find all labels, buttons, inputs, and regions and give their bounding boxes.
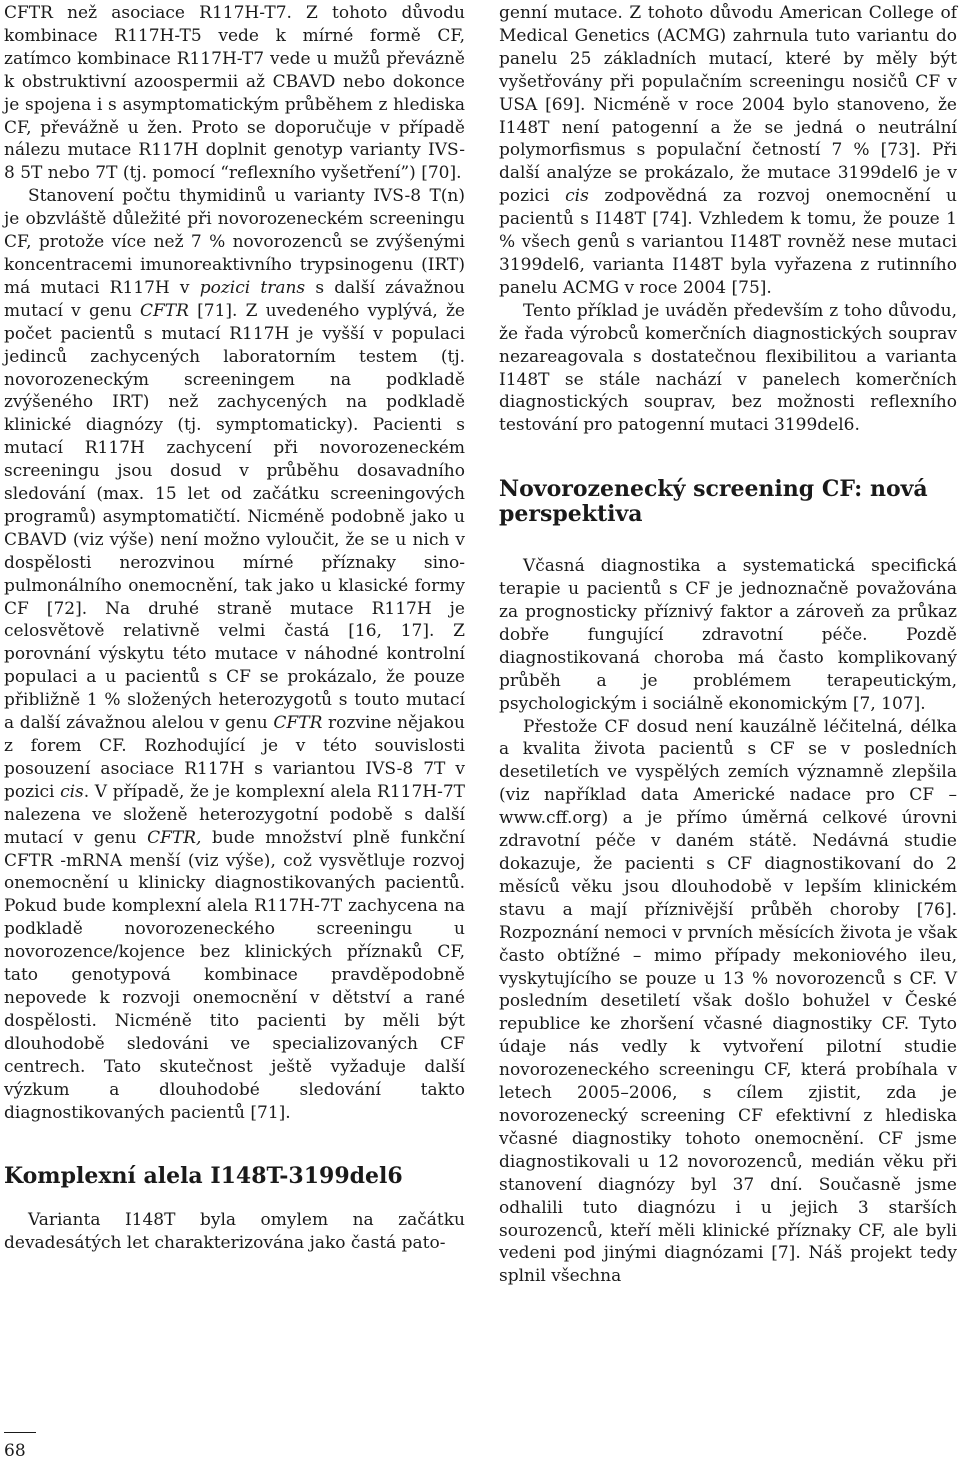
- text-run: [71]. Z uvedeného vyplývá, že počet pacientů s mutací R117H je vyšší v populaci jedinců zachycených laboratorním testem (tj. novorozeneckým screeningem na podkladě zvýšeného IRT) než zachycených na podkladě klinické diagnózy (tj. symptomaticky). Pacienti s mutací R117H zachycení při novorozeneckém screeningu jsou dosud v průběhu dosavadního sledování (max. 15 let od začátku screeningových programů) asymptomatičtí. Nicméně podobně jako u CBAVD (viz výše) není možno vyloučit, že se u nich v dospělosti nerozvinou mírné příznaky sino-pulmonálního onemocnění, tak jako u klasické formy CF [72]. Na druhé straně mutace R117H je celosvětově relativně velmi častá [16, 17]. Z porovnání výskytu této mutace v náhodné kontrolní populaci a u pacientů s CF se prokázalo, že pouze přibližně 1 % složených heterozygotů s touto mutací a další závažnou alelou v genu: [4, 300, 465, 734]
- left-column: [4, 2, 465, 1255]
- italic-text: CFTR: [273, 713, 323, 734]
- paragraph: Varianta I148T byla omylem na začátku devadesátých let charakterizována jako častá pato-: [4, 1210, 465, 1254]
- page-number: 68: [4, 1441, 26, 1461]
- text-run: . V případě, že je komplexní alela R117H-7T nalezena ve složeně heterozygotní podobě s další mutací v genu: [4, 781, 465, 848]
- italic-text: cis: [565, 186, 589, 207]
- paragraph: Tento příklad je uváděn především z toho důvodu, že řada výrobců komerčních diagnostických souprav nezareagovala s dostatečnou flexibilitou a varianta I148T se stále nachází v panelech komerčních diagnostických souprav, bez možnosti reflexního testování pro patogenní mutaci 3199del6.: [499, 300, 957, 436]
- italic-text: pozici trans: [199, 277, 306, 298]
- text-run: zodpovědná za rozvoj onemocnění u pacientů s I148T [74]. Vzhledem k tomu, že pouze 1 % všech genů s variantou I148T rovněž nese mutaci 3199del6, varianta I148T byla vyřazena z rutinního panelu ACMG v roce 2004 [75].: [499, 186, 958, 298]
- paragraph: Včasná diagnostika a systematická specifická terapie u pacientů s CF je jednoznačně považována za prognosticky příznivý faktor a zároveň za průkaz dobře fungující zdravotní péče. Pozdě diagnostikovaná choroba má často komplikovaný průběh a je problémem terapeutickým, psychologickým i sociálně ekonomickým [7, 107].: [499, 556, 957, 714]
- text-run: s další závažnou mutací v genu: [4, 277, 466, 321]
- text-run: Stanovení počtu thymidinů u varianty IVS-8 T(n) je obzvláště důležité při novorozeneckém screeningu CF, protože více než 7 % novorozenců se zvýšenými koncentracemi imunoreaktivního trypsinogenu (IRT) má mutaci R117H v: [4, 186, 465, 298]
- paragraph: [4, 185, 465, 1124]
- italic-text: cis: [60, 781, 84, 802]
- paragraph: CFTR než asociace R117H-T7. Z tohoto důvodu kombinace R117H-T5 vede k mírné formě CF, zatímco kombinace R117H-T7 vede u mužů převázně k obstruktivní azoospermii až CBAVD nebo dokonce je spojena i s asymptomatickým průběhem z hlediska CF, převážně u žen. Proto se doporučuje v případě nálezu mutace R117H doplnit genotyp varianty IVS-8 5T nebo 7T (tj. pomocí “reflexního vyšetření”) [70].: [4, 3, 465, 184]
- right-column: [499, 2, 957, 1288]
- text-run: bude množství plně funkční CFTR -mRNA menší (viz výše), což vysvětluje rozvoj onemocnění u klinicky diagnostikovaných pacientů. Pokud bude komplexní alela R117H-7T zachycena na podkladě novorozeneckého screeningu u novorozence/kojence bez klinických příznaků CF, tato genotypová kombinace pravděpodobně nepovede k rozvoji onemocnění v dětství a rané dospělosti. Nicméně tito pacienti by měli být dlouhodobě sledováni ve specializovaných CF centrech. Tato skutečnost ještě vyžaduje další výzkum a dlouhodobé sledování takto diagnostikovaných pacientů [71].: [4, 827, 465, 1123]
- text-run: genní mutace. Z tohoto důvodu American College of Medical Genetics (ACMG) zahrnula tuto variantu do panelu 25 základních mutací, které by měly být vyšetřovány při populačním screeningu nosičů CF v USA [69]. Nicméně v roce 2004 bylo stanoveno, že I148T není patogenní a že se jedná o neutrální polymorfismus s populační četností 7 % [73]. Při další analýze se prokázalo, že mutace 3199del6 je v pozici: [499, 3, 957, 207]
- section-heading: Komplexní alela I148T-3199del6: [4, 1163, 403, 1190]
- paragraph: Přestože CF dosud není kauzálně léčitelná, délka a kvalita života pacientů s CF se v posledních desetiletích ve vyspělých zemích významně zlepšila (viz například data Americké nadace pro CF – www.cff.org) a je přímo úměrná celkové úrovni zdravotní péče v daném státě. Nedávná studie dokazuje, že pacienti s CF diagnostikovaní do 2 měsíců věku jsou dlouhodobě v lepším klinickém stavu a mají příznivější průběh choroby [76]. Rozpoznání nemoci v prvních měsících života je však často obtížné – mimo případy mekoniového ileu, vyskytujícího se pouze u 13 % novorozenců s CF. V posledním desetiletí však došlo bohužel v České republice ke zhoršení včasné diagnostiky CF. Tyto údaje nás vedly k vytvoření pilotní studie novorozeneckého screeningu CF, která probíhala v letech 2005–2006, s cílem zjistit, zda je novorozenecký screening CF efektivní z hlediska včasné diagnostiky tohoto onemocnění. CF jsme diagnostikovali u 12 novorozenců, medián věku při stanovení diagnózy byl 37 dní. Současně jsme odhalili tuto diagnózu i u jejich 3 starších sourozenců, kteří měli klinické příznaky CF, ale byli vedeni pod jinými diagnózami [7]. Náš projekt tedy splnil všechna: [499, 716, 957, 1287]
- paragraph: [499, 2, 957, 300]
- italic-text: CFTR,: [147, 827, 202, 848]
- text-run: rozvine nějakou z forem CF. Rozhodující je v této souvislosti posouzení asociace R117H s variantou IVS-8 7T v pozici: [4, 713, 465, 802]
- section-heading: Novorozenecký screening CF: nová perspektiva: [499, 476, 928, 528]
- footer-rule: [4, 1432, 36, 1433]
- italic-text: CFTR: [139, 300, 189, 321]
